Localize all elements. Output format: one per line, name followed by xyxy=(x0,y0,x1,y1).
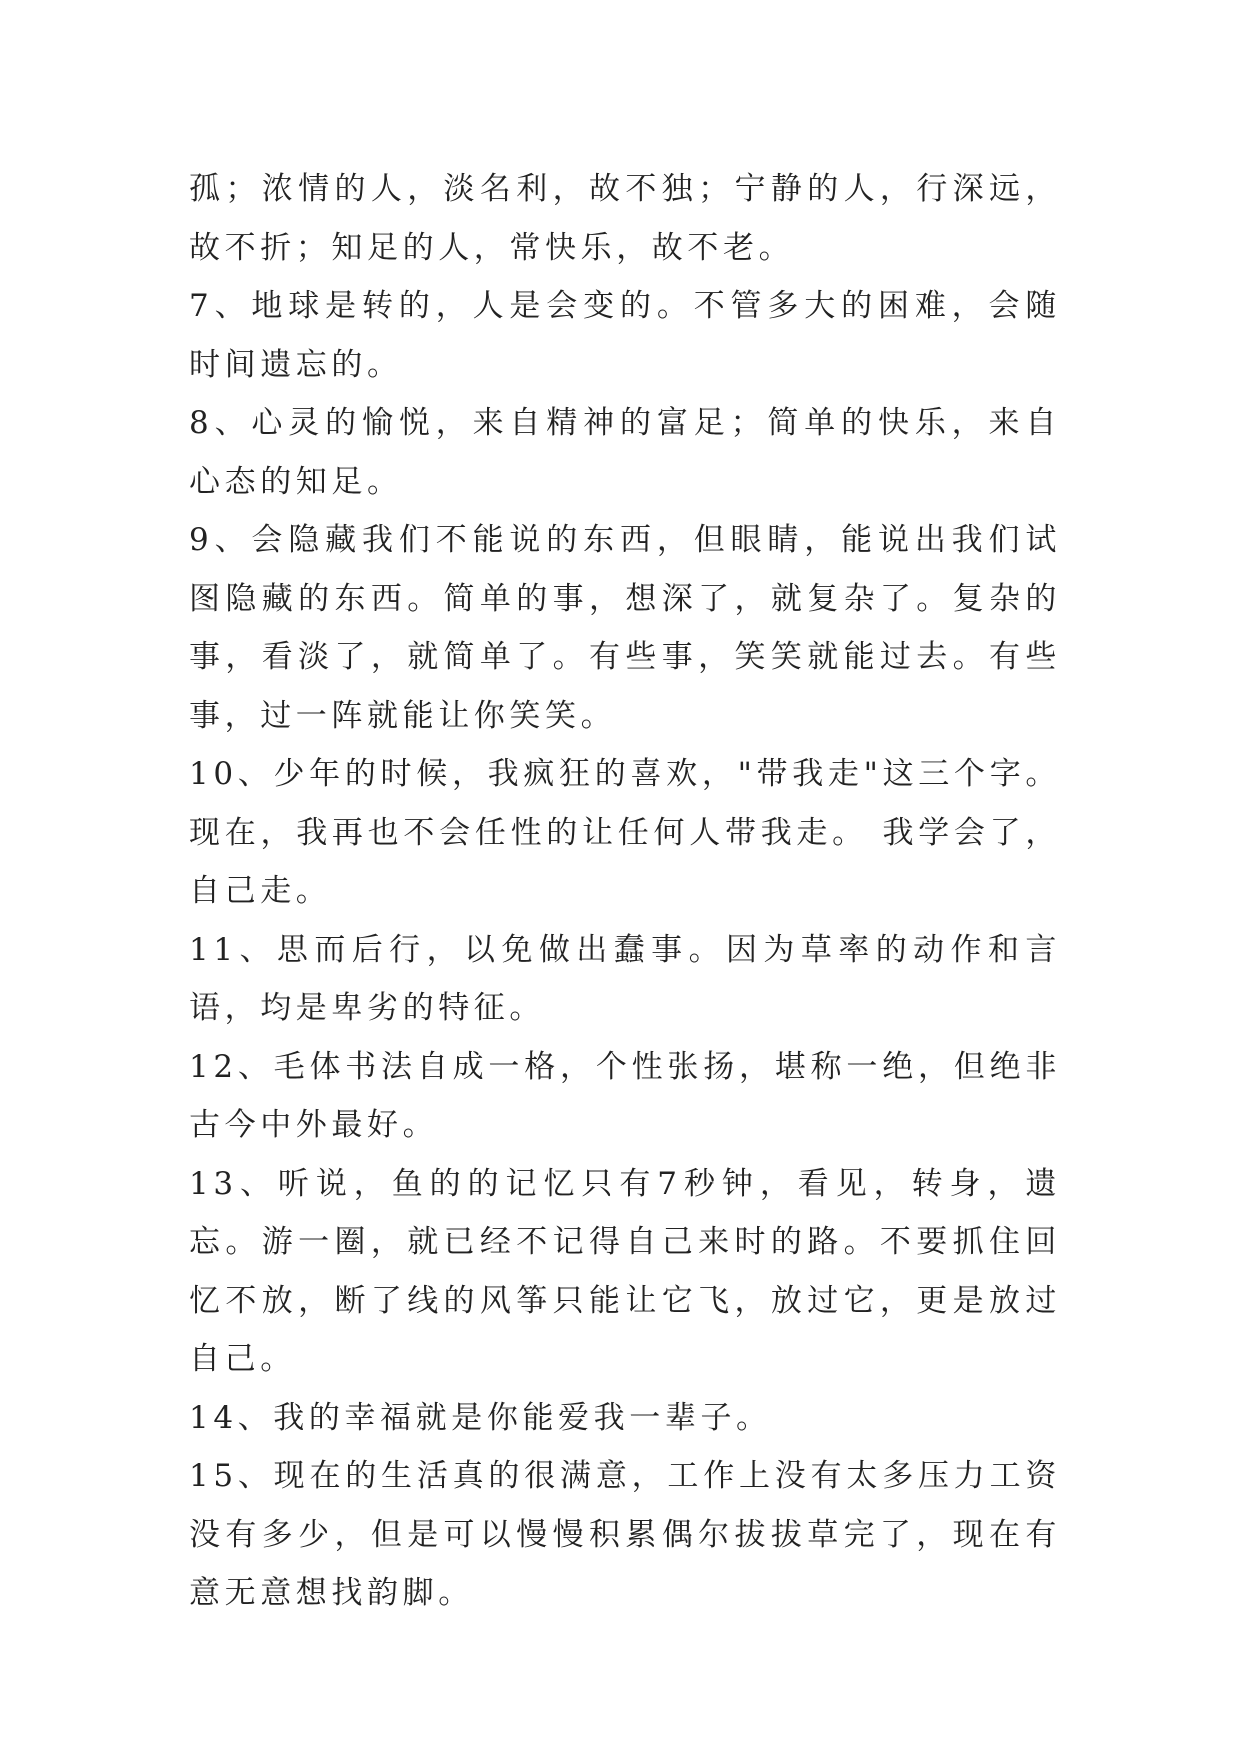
paragraph-12: 12、毛体书法自成一格，个性张扬，堪称一绝，但绝非古今中外最好。 xyxy=(189,1048,1061,1143)
paragraph-15: 15、现在的生活真的很满意，工作上没有太多压力工资没有多少，但是可以慢慢积累偶尔拔拔草完了，现在有意无意想找韵脚。 xyxy=(189,1458,1061,1611)
paragraph-8: 8、心灵的愉悦，来自精神的富足；简单的快乐，来自心态的知足。 xyxy=(189,405,1061,500)
paragraph-7: 7、地球是转的，人是会变的。不管多大的困难，会随时间遗忘的。 xyxy=(189,288,1061,383)
paragraph-continuation: 孤；浓情的人，淡名利，故不独；宁静的人，行深远，故不折；知足的人，常快乐，故不老。 xyxy=(189,171,1061,266)
paragraph-9: 9、会隐藏我们不能说的东西，但眼睛，能说出我们试图隐藏的东西。简单的事，想深了，就复杂了。复杂的事，看淡了，就简单了。有些事，笑笑就能过去。有些事，过一阵就能让你笑笑。 xyxy=(189,522,1061,734)
paragraph-11: 11、思而后行，以免做出蠢事。因为草率的动作和言语，均是卑劣的特征。 xyxy=(189,931,1061,1026)
paragraph-10: 10、少年的时候，我疯狂的喜欢，"带我走"这三个字。 现在，我再也不会任性的让任何人带我走。 我学会了，自己走。 xyxy=(189,756,1061,909)
document-body xyxy=(189,160,1061,1623)
paragraph-13: 13、听说，鱼的的记忆只有7秒钟，看见，转身，遗忘。游一圈，就已经不记得自己来时的路。不要抓住回忆不放，断了线的风筝只能让它飞，放过它，更是放过自己。 xyxy=(189,1165,1061,1377)
paragraph-14: 14、我的幸福就是你能爱我一辈子。 xyxy=(189,1399,772,1436)
